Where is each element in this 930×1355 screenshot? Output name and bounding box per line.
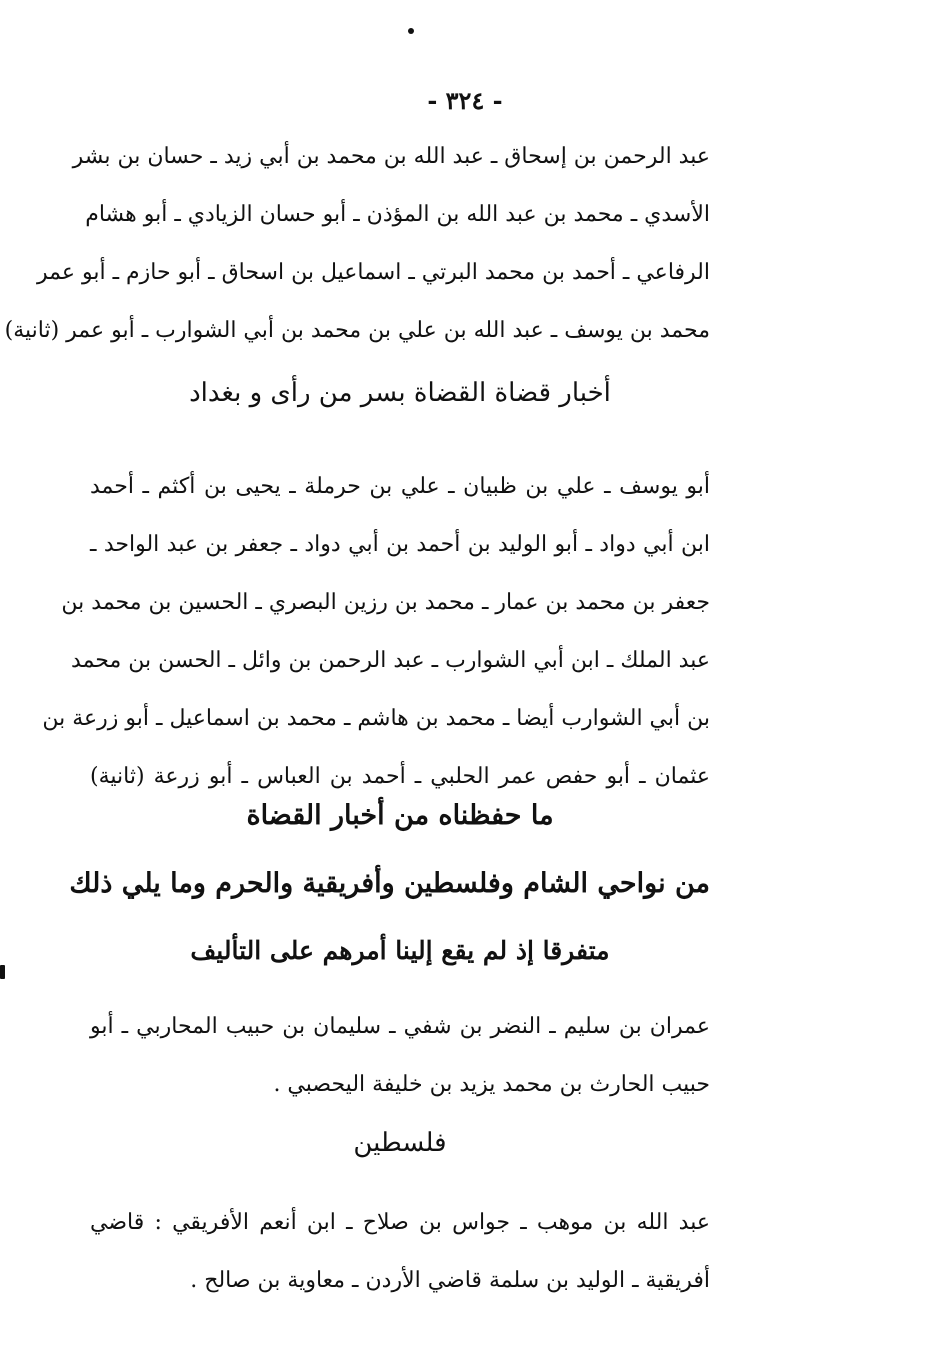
paragraph-third [90, 998, 710, 1114]
text-line: حبيب الحارث بن محمد يزيد بن خليفة اليحصبي . [273, 1072, 710, 1097]
text-line: عبد الله بن موهب ـ جواس بن صلاح ـ ابن أنعم الأفريقي : قاضي [90, 1210, 710, 1235]
text-line: عمران بن سليم ـ النضر بن شفي ـ سليمان بن حبيب المحاربي ـ أبو [90, 1014, 710, 1039]
text-line: عبد الرحمن بن إسحاق ـ عبد الله بن محمد بن أبي زيد ـ حسان بن بشر [72, 144, 710, 169]
text-line: عبد الملك ـ ابن أبي الشوارب ـ عبد الرحمن بن وائل ـ الحسن بن محمد [71, 648, 710, 673]
text-line: أبو يوسف ـ علي بن ظبيان ـ علي بن حرملة ـ يحيى بن أكثم ـ أحمد [90, 474, 710, 499]
section-subheading: متفرقا إذ لم يقع إلينا أمرهم على التأليف [190, 936, 610, 965]
text-line: الرفاعي ـ أحمد بن محمد البرتي ـ اسماعيل بن اسحاق ـ أبو حازم ـ أبو عمر [37, 260, 710, 285]
section-heading: أخبار قضاة القضاة بسر من رأى و بغداد [189, 378, 611, 408]
paragraph-fourth [90, 1194, 710, 1310]
paragraph-top [4, 128, 710, 360]
ink-dot [0, 965, 5, 979]
text-line: أفريقية ـ الوليد بن سلمة قاضي الأردن ـ معاوية بن صالح . [190, 1268, 710, 1293]
paragraph-second [42, 458, 710, 806]
text-line: ابن أبي دواد ـ أبو الوليد بن أحمد بن أبي دواد ـ جعفر بن عبد الواحد ـ [90, 532, 710, 557]
section-subheading: من نواحي الشام وفلسطين وأفريقية والحرم وما يلي ذلك [69, 868, 710, 899]
text-line: جعفر بن محمد بن عمار ـ محمد بن رزين البصري ـ الحسين بن محمد بن [61, 590, 710, 615]
section-heading: فلسطين [353, 1128, 447, 1158]
text-line: محمد بن يوسف ـ عبد الله بن علي بن محمد بن أبي الشوارب ـ أبو عمر (ثانية) [4, 318, 710, 343]
text-line: عثمان ـ أبو حفص عمر الحلبي ـ أحمد بن العباس ـ أبو زرعة (ثانية) [90, 764, 710, 789]
ink-dot [408, 28, 414, 34]
section-heading: ما حفظناه من أخبار القضاة [246, 800, 554, 831]
text-line: بن أبي الشوارب أيضا ـ محمد بن هاشم ـ محمد بن اسماعيل ـ أبو زرعة بن [42, 706, 710, 731]
text-line: الأسدي ـ محمد بن عبد الله بن المؤذن ـ أبو حسان الزيادي ـ أبو هشام [85, 202, 710, 227]
page-number: - ٣٢٤ - [427, 86, 503, 115]
